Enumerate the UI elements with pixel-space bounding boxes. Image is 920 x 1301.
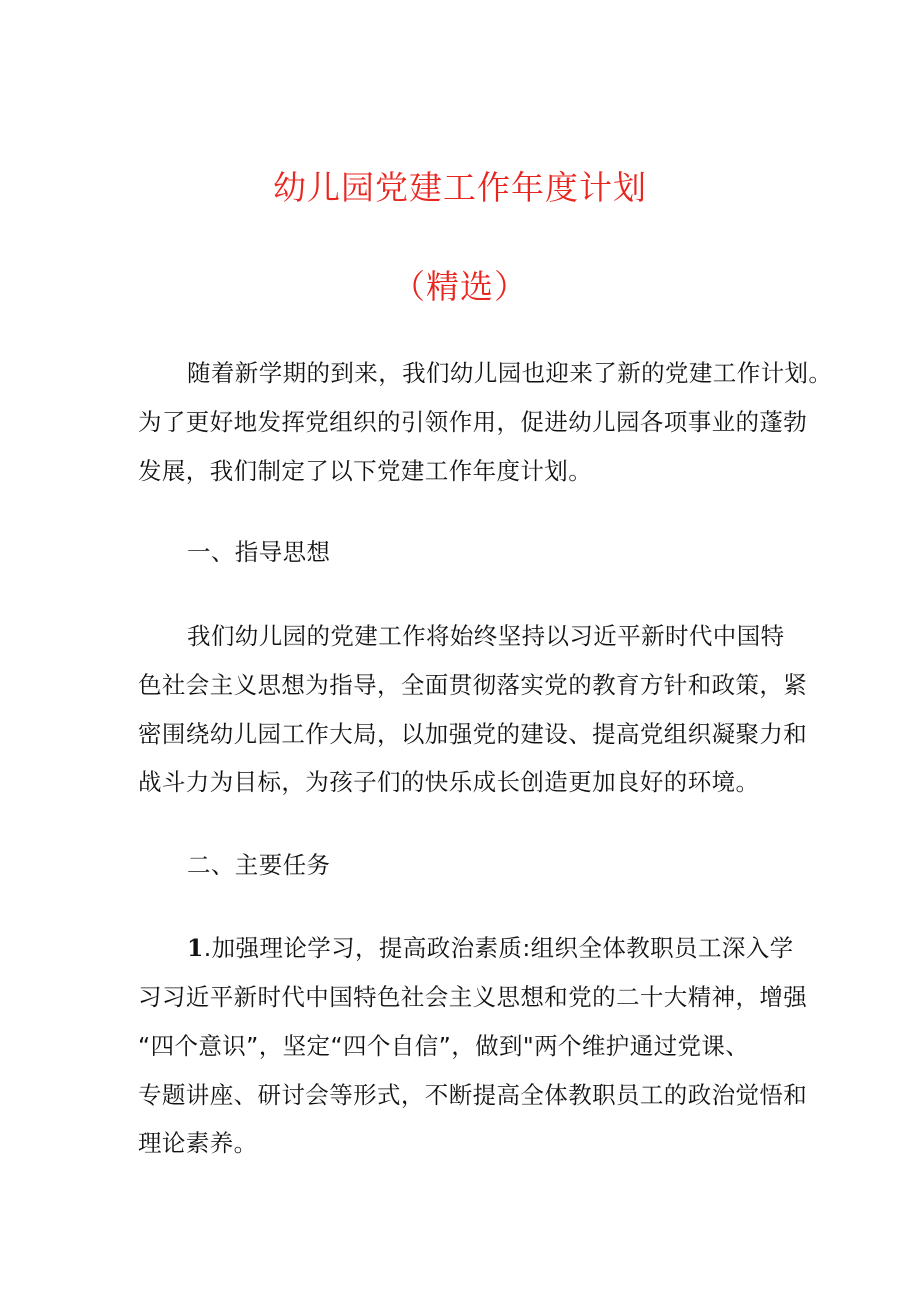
task-1-line-5: 理论素养。 [138, 1129, 258, 1157]
intro-line-2: 为了更好地发挥党组织的引领作用，促进幼儿园各项事业的蓬勃 [138, 408, 808, 436]
intro-line-1: 随着新学期的到来，我们幼儿园也迎来了新的党建工作计划。 [187, 359, 833, 387]
section-heading-guiding-ideology: 一、指导思想 [187, 538, 331, 566]
section1-line-4: 战斗力为目标，为孩子们的快乐成长创造更加良好的环境。 [138, 768, 760, 796]
document-title: 幼儿园党建工作年度计划 [273, 168, 647, 207]
section-heading-main-tasks: 二、主要任务 [187, 851, 331, 879]
task-1-line-2: 习习近平新时代中国特色社会主义思想和党的二十大精神，增强 [138, 983, 808, 1011]
section1-line-1: 我们幼儿园的党建工作将始终坚持以习近平新时代中国特 [187, 622, 785, 650]
document-subtitle: （精选） [392, 267, 528, 306]
task-1-first-line-text: .加强理论学习，提高政治素质:组织全体教职员工深入学 [203, 934, 794, 962]
task-1-first-line [187, 933, 794, 963]
section1-line-2: 色社会主义思想为指导，全面贯彻落实党的教育方针和政策，紧 [138, 671, 808, 699]
task-1-number: 1 [187, 934, 204, 962]
intro-line-3: 发展，我们制定了以下党建工作年度计划。 [138, 457, 593, 485]
section1-line-3: 密围绕幼儿园工作大局，以加强党的建设、提高党组织凝聚力和 [138, 720, 808, 748]
task-1-line-3: “四个意识”，坚定“四个自信”，做到"两个维护通过党课、 [138, 1032, 750, 1060]
task-1-line-4: 专题讲座、研讨会等形式，不断提高全体教职员工的政治觉悟和 [138, 1081, 808, 1109]
